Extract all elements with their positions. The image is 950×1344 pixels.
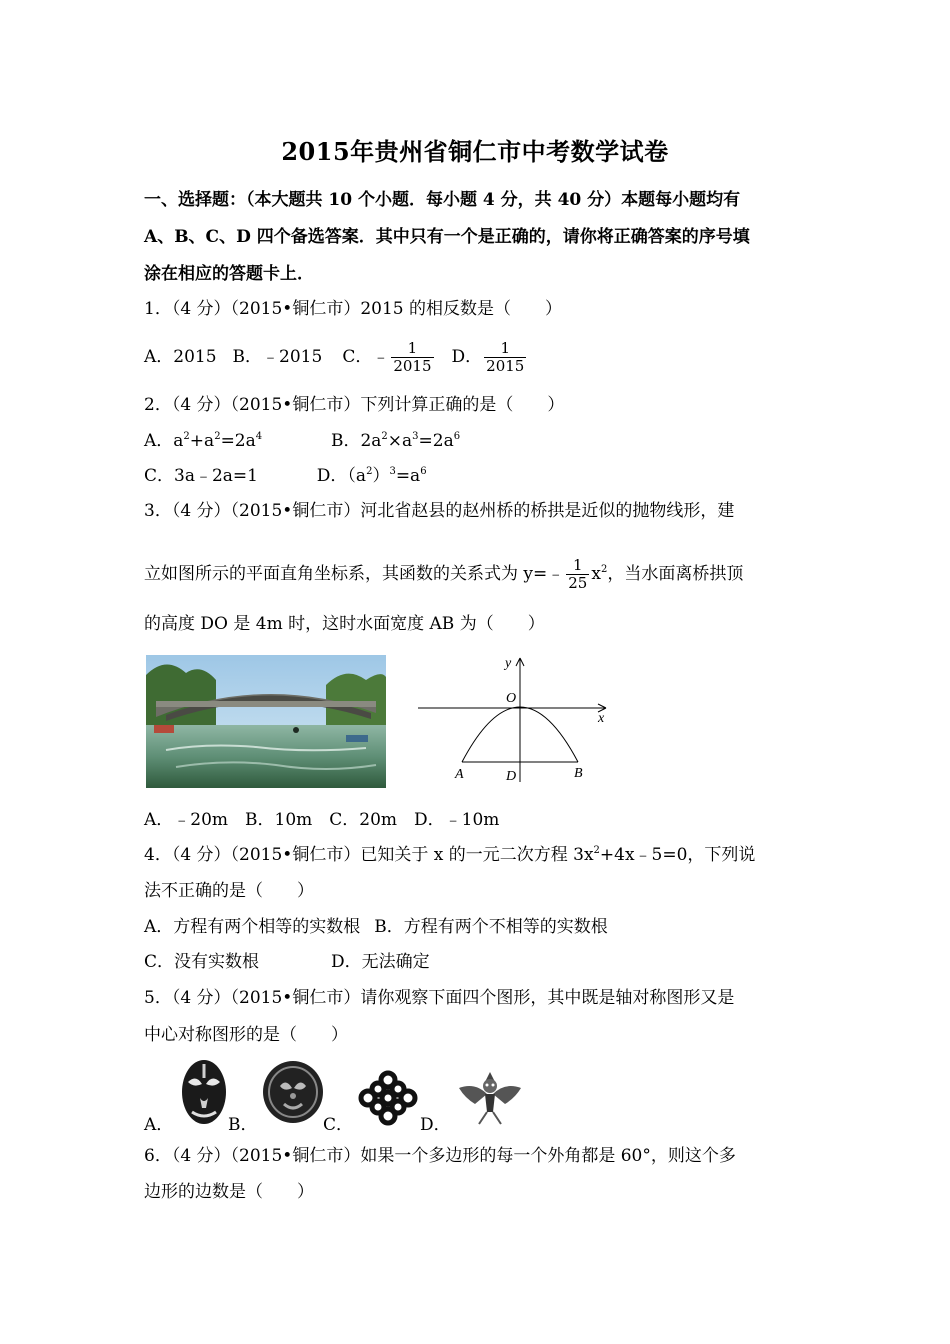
q1-option-a: A．2015 (144, 347, 217, 367)
q5-option-d-label: D． (420, 1115, 451, 1135)
question-5-stem-line-1: 5．（4 分）（2015•铜仁市）请你观察下面四个图形，其中既是轴对称图形又是 (144, 988, 735, 1008)
graph-label-y: y (505, 656, 512, 671)
q4-option-d: D．无法确定 (331, 952, 430, 972)
q5-option-a-label: A． (144, 1115, 174, 1135)
parabola-coordinate-graph (410, 652, 615, 787)
section-instructions-line-2: A、B、C、D 四个备选答案．其中只有一个是正确的，请你将正确答案的序号填 (144, 227, 750, 247)
q2-option-c: C．3a﹣2a=1 (144, 466, 258, 486)
q3-coefficient-fraction: $\frac{1}{25}$ (568, 556, 588, 592)
question-6-stem-line-2: 边形的边数是（ ） (144, 1182, 314, 1202)
question-4-stem-line-1: 4．（4 分）（2015•铜仁市）已知关于 x 的一元二次方程 $3x^2+4x﹣5=0$，下列说 (144, 845, 756, 865)
q4-option-c: C．没有实数根 (144, 952, 260, 972)
round-ornament-icon (262, 1060, 324, 1124)
question-4-options-row-1 (144, 915, 608, 939)
q4-option-b: B．方程有两个不相等的实数根 (374, 917, 608, 937)
q2-option-b: B．$2a^2\times a^3=2a^6$ (330, 431, 461, 451)
question-3-stem-line-2: 立如图所示的平面直角坐标系，其函数的关系式为 y=﹣ $\frac{1}{25}$ $x^2$，当水面离桥拱顶 (144, 556, 744, 592)
q5-option-c-label: C． (323, 1115, 354, 1135)
graph-label-a: A (455, 767, 464, 782)
q1-option-c-prefix: C．﹣ (342, 347, 390, 367)
graph-label-b: B (574, 766, 583, 781)
question-2-stem: 2．（4 分）（2015•铜仁市）下列计算正确的是（ ） (144, 395, 565, 415)
chinese-knot-icon (356, 1070, 420, 1126)
section-instructions-line-1: 一、选择题：（本大题共 10 个小题．每小题 4 分，共 40 分）本题每小题均有 (144, 190, 741, 210)
kite-icon (455, 1068, 525, 1126)
question-4-stem-line-2: 法不正确的是（ ） (144, 881, 314, 901)
q1-option-c-fraction: $\frac{1}{2015}$ (393, 339, 432, 375)
question-3-options: A．﹣20m B．10m C．20m D．﹣10m (144, 810, 500, 830)
graph-label-d: D (506, 769, 517, 784)
question-2-options-row-2 (144, 464, 427, 488)
question-6-stem-line-1: 6．（4 分）（2015•铜仁市）如果一个多边形的每一个外角都是 60°，则这个多 (144, 1146, 736, 1166)
question-2-options-row-1 (144, 429, 460, 453)
question-1-options (144, 338, 528, 376)
q2-option-a: A．$a^2+a^2=2a^4$ (144, 431, 263, 451)
question-5-stem-line-2: 中心对称图形的是（ ） (144, 1025, 348, 1045)
graph-label-x: x (598, 711, 605, 726)
q1-option-b: B．﹣2015 (232, 347, 323, 367)
question-1-stem: 1．（4 分）（2015•铜仁市）2015 的相反数是（ ） (144, 299, 562, 319)
section-instructions-line-3: 涂在相应的答题卡上． (144, 264, 314, 284)
q4-option-a: A．方程有两个相等的实数根 (144, 917, 361, 937)
q1-option-d-fraction: $\frac{1}{2015}$ (486, 339, 525, 375)
page-title: 2015年贵州省铜仁市中考数学试卷 (281, 137, 669, 166)
opera-mask-icon (180, 1058, 228, 1126)
q5-option-b-label: B． (228, 1115, 258, 1135)
question-3-stem-line-3: 的高度 DO 是 4m 时，这时水面宽度 AB 为（ ） (144, 614, 545, 634)
q2-option-d: D．$(a^2)^3=a^6$ (316, 466, 427, 486)
graph-label-origin: O (506, 691, 517, 706)
q1-option-d-prefix: D． (451, 347, 483, 367)
question-4-options-row-2 (144, 950, 430, 974)
question-3-stem-line-1: 3．（4 分）（2015•铜仁市）河北省赵县的赵州桥的桥拱是近似的抛物线形，建 (144, 501, 735, 521)
zhaozhou-bridge-photo (146, 655, 386, 788)
